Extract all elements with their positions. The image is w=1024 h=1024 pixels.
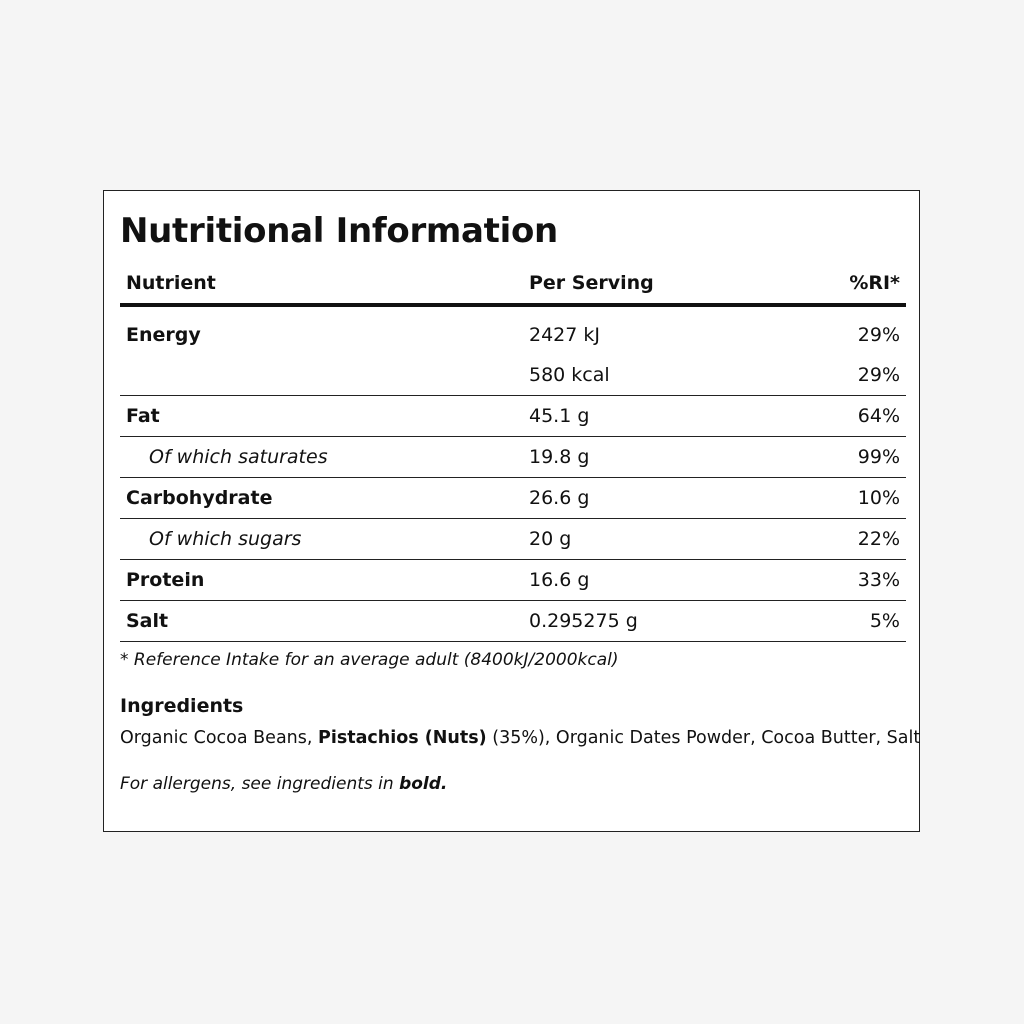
- reference-intake-footnote: * Reference Intake for an average adult (8400kJ/2000kcal): [120, 650, 619, 670]
- nutrient-ri: 33%: [857, 569, 900, 591]
- column-header-nutrient: Nutrient: [126, 272, 216, 294]
- nutrient-value: 16.6 g: [529, 569, 590, 591]
- allergen-note-bold: bold.: [399, 774, 448, 794]
- nutrient-ri: 99%: [857, 446, 900, 468]
- nutrient-ri: 22%: [857, 528, 900, 550]
- allergen-note: [120, 774, 447, 794]
- nutrient-value: 0.295275 g: [529, 610, 638, 632]
- nutrient-ri: 10%: [857, 487, 900, 509]
- ingredients-text-part1: Organic Cocoa Beans,: [120, 728, 319, 748]
- table-header-row: [120, 263, 906, 307]
- nutrient-value: 2427 kJ: [529, 324, 600, 346]
- table-row: [120, 396, 906, 437]
- nutrient-value: 19.8 g: [529, 446, 590, 468]
- nutrient-name: Fat: [126, 405, 160, 427]
- label-title: Nutritional Information: [120, 211, 558, 251]
- ingredients-list: [120, 728, 920, 748]
- nutrient-name: Protein: [126, 569, 205, 591]
- table-row: [120, 560, 906, 601]
- ingredients-text-part2: (35%), Organic Dates Powder, Cocoa Butter, Salt: [486, 728, 921, 748]
- table-row: [120, 478, 906, 519]
- column-header-ri: %RI*: [849, 272, 900, 294]
- nutrient-ri: 29%: [857, 324, 900, 346]
- nutrient-value: 26.6 g: [529, 487, 590, 509]
- allergen-note-text: For allergens, see ingredients in: [120, 774, 400, 794]
- nutrient-value: 20 g: [529, 528, 572, 550]
- nutrient-subname: Of which sugars: [149, 528, 302, 550]
- column-header-per-serving: Per Serving: [529, 272, 654, 294]
- nutrient-ri: 64%: [857, 405, 900, 427]
- table-row: [120, 315, 906, 355]
- ingredients-heading: Ingredients: [120, 695, 244, 717]
- table-row: [120, 601, 906, 642]
- nutrient-ri: 5%: [869, 610, 900, 632]
- ingredients-allergen: Pistachios (Nuts): [318, 728, 487, 748]
- table-row: [120, 355, 906, 396]
- nutrient-name: Salt: [126, 610, 169, 632]
- nutrient-value: 580 kcal: [529, 364, 610, 386]
- nutrient-subname: Of which saturates: [149, 446, 328, 468]
- nutrient-ri: 29%: [857, 364, 900, 386]
- nutrient-name: Energy: [126, 324, 201, 346]
- table-row: [120, 437, 906, 478]
- nutrition-label-panel: [103, 190, 920, 832]
- nutrient-name: Carbohydrate: [126, 487, 273, 509]
- table-row: [120, 519, 906, 560]
- nutrient-value: 45.1 g: [529, 405, 590, 427]
- nutrition-table: [120, 263, 906, 642]
